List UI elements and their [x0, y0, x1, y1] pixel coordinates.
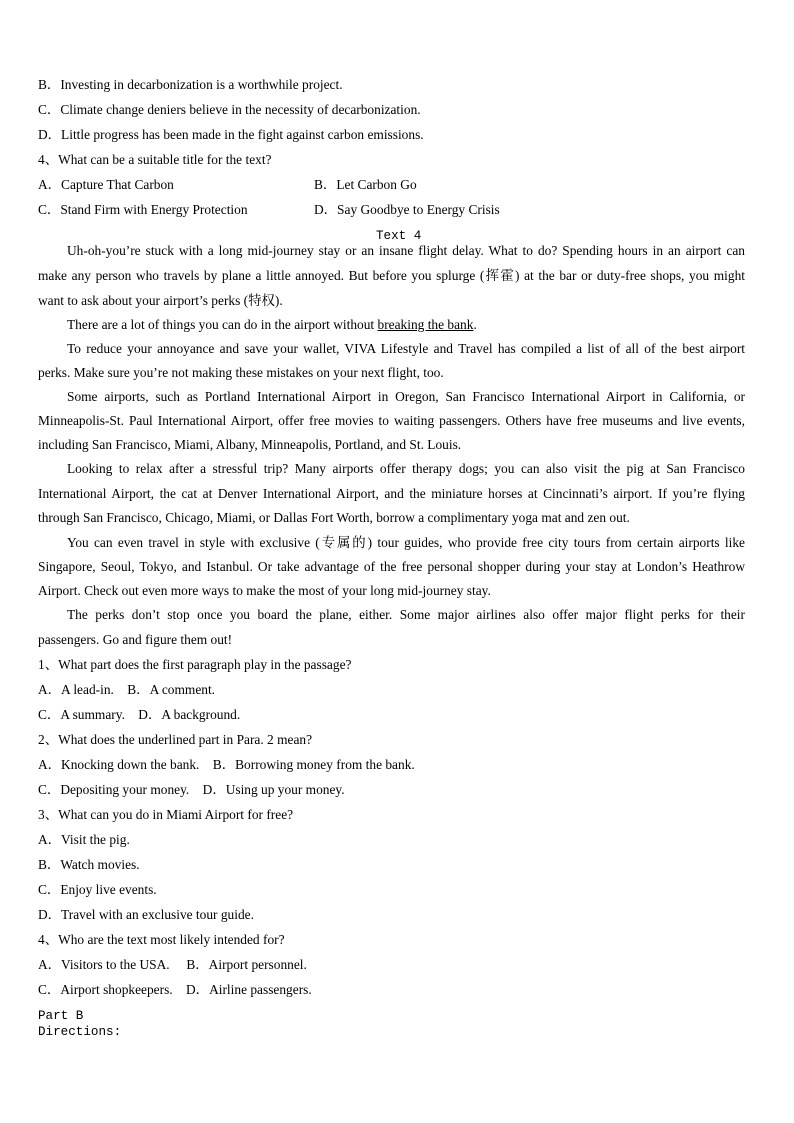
option-c: C．Stand Firm with Energy Protection	[38, 202, 248, 217]
answer-option: C．A summary. D．A background.	[38, 707, 241, 722]
section-heading: Text 4	[376, 229, 422, 243]
option-b: B．Let Carbon Go	[314, 177, 417, 192]
paragraph-line: International Airport, the cat at Denver International Airport, and the miniature horses at Cincinnati’s airport. If you’re flying	[38, 486, 745, 501]
part-title: Part B	[38, 1009, 84, 1023]
paragraph-line: You can even travel in style with exclusive (专属的) tour guides, who provide free city tours from certain airports like	[67, 535, 745, 550]
paragraph-line: through San Francisco, Chicago, Miami, or Dallas Fort Worth, borrow a complimentary yoga mat and zen out.	[38, 510, 630, 525]
text-span: There are a lot of things you can do in the airport without	[67, 317, 378, 332]
answer-option: A．Visit the pig.	[38, 832, 130, 847]
option-a: A．Capture That Carbon	[38, 177, 174, 192]
option-d: D．Little progress has been made in the fight against carbon emissions.	[38, 127, 424, 142]
option-c: C．Climate change deniers believe in the necessity of decarbonization.	[38, 102, 421, 117]
answer-option: C．Depositing your money. D．Using up your money.	[38, 782, 345, 797]
paragraph-line: Uh-oh-you’re stuck with a long mid-journey stay or an insane flight delay. What to do? Spending hours in an airport can	[67, 243, 745, 258]
question: 2、What does the underlined part in Para. 2 mean?	[38, 732, 313, 747]
text-span: .	[473, 317, 477, 332]
paragraph-line: want to ask about your airport’s perks (特权).	[38, 293, 283, 308]
question: 3、What can you do in Miami Airport for free?	[38, 807, 294, 822]
paragraph-line: The perks don’t stop once you board the plane, either. Some major airlines also offer major flight perks for their	[67, 607, 745, 622]
question: 4、Who are the text most likely intended for?	[38, 932, 285, 947]
paragraph-line: Singapore, Seoul, Tokyo, and Istanbul. Or take advantage of the free personal shopper during your stay at London’s Heathrow	[38, 559, 745, 574]
option-d: D．Say Goodbye to Energy Crisis	[314, 202, 500, 217]
paragraph-line: Airport. Check out even more ways to make the most of your long mid-journey stay.	[38, 583, 491, 598]
question-4: 4、What can be a suitable title for the text?	[38, 152, 272, 167]
answer-option: A．Visitors to the USA. B．Airport personnel.	[38, 957, 307, 972]
answer-option: A．Knocking down the bank. B．Borrowing money from the bank.	[38, 757, 415, 772]
paragraph-line: Some airports, such as Portland International Airport in Oregon, San Francisco International Airport in California, or	[67, 389, 745, 404]
paragraph-line: perks. Make sure you’re not making these mistakes on your next flight, too.	[38, 365, 444, 380]
answer-option: A．A lead-in. B．A comment.	[38, 682, 216, 697]
paragraph-line: Minneapolis-St. Paul International Airport, offer free movies to waiting passengers. Others have free museums and live events,	[38, 413, 745, 428]
question: 1、What part does the first paragraph play in the passage?	[38, 657, 352, 672]
directions-label: Directions:	[38, 1025, 122, 1039]
paragraph-line: Looking to relax after a stressful trip? Many airports offer therapy dogs; you can also visit the pig at San Francisco	[67, 461, 745, 476]
paragraph-line	[67, 317, 477, 333]
option-b: B．Investing in decarbonization is a worthwhile project.	[38, 77, 343, 92]
paragraph-line: To reduce your annoyance and save your wallet, VIVA Lifestyle and Travel has compiled a list of all of the best airport	[67, 341, 745, 356]
answer-option: C．Airport shopkeepers. D．Airline passengers.	[38, 982, 312, 997]
answer-option: C．Enjoy live events.	[38, 882, 157, 897]
answer-option: B．Watch movies.	[38, 857, 140, 872]
underlined-phrase: breaking the bank	[377, 317, 474, 332]
paragraph-line: make any person who travels by plane a little annoyed. But before you splurge (挥霍) at the bar or duty-free shops, you might	[38, 268, 745, 283]
paragraph-line: including San Francisco, Miami, Albany, Minneapolis, Portland, and St. Louis.	[38, 437, 462, 452]
paragraph-line: passengers. Go and figure them out!	[38, 632, 233, 647]
answer-option: D．Travel with an exclusive tour guide.	[38, 907, 254, 922]
